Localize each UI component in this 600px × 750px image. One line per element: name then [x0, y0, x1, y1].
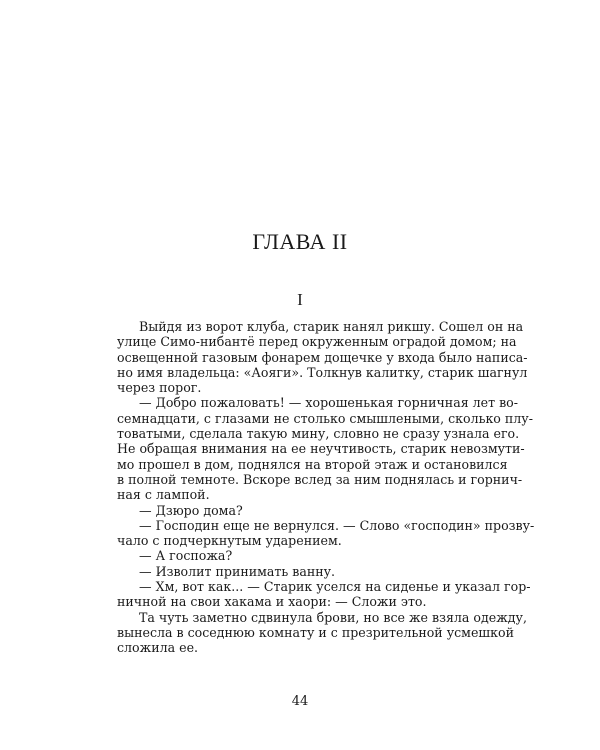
chapter-title: ГЛАВА II	[252, 229, 348, 254]
text-line: — Дзюро дома?	[139, 502, 243, 518]
text-line: улице Симо-нибантё перед окруженным оградой домом; на	[117, 334, 517, 350]
text-line: через порог.	[117, 380, 202, 396]
text-line: Выйдя из ворот клуба, старик нанял рикшу. Сошел он на	[139, 319, 524, 334]
text-line: чало с подчеркнутым ударением.	[117, 533, 342, 549]
text-line: — Добро пожаловать! — хорошенькая горничная лет во-	[139, 395, 519, 411]
text-line: товатыми, сделала такую мину, словно не сразу узнала его.	[117, 426, 520, 442]
text-line: вынесла в соседнюю комнату и с презрительной усмешкой	[117, 624, 514, 640]
text-line: мо прошел в дом, поднялся на второй этаж и остановился	[117, 456, 508, 472]
text-line: семнадцати, с глазами не столько смышлеными, сколько плу-	[117, 410, 533, 426]
text-line: в полной темноте. Вскоре вслед за ним поднялась и горнич-	[117, 471, 523, 487]
text-line: ничной на свои хакама и хаори: — Сложи это.	[117, 594, 427, 610]
text-line: — Изволит принимать ванну.	[139, 563, 336, 579]
page-number: 44	[291, 694, 309, 709]
text-line: сложила ее.	[117, 640, 199, 656]
section-number: I	[297, 290, 303, 309]
text-line: освещенной газовым фонарем дощечке у входа было написа-	[117, 349, 528, 365]
body-text	[117, 319, 535, 656]
text-line: ная с лампой.	[117, 487, 210, 503]
text-line: но имя владельца: «Аояги». Толкнув калитку, старик шагнул	[117, 364, 528, 380]
text-line: Та чуть заметно сдвинула брови, но все же взяла одежду,	[139, 609, 527, 625]
text-line: — А госпожа?	[139, 548, 233, 564]
text-line: — Хм, вот как... — Старик уселся на сиденье и указал гор-	[139, 579, 531, 595]
text-line: — Господин еще не вернулся. — Слово «господин» прозву-	[139, 517, 535, 533]
text-line: Не обращая внимания на ее неучтивость, старик невозмути-	[117, 441, 525, 457]
